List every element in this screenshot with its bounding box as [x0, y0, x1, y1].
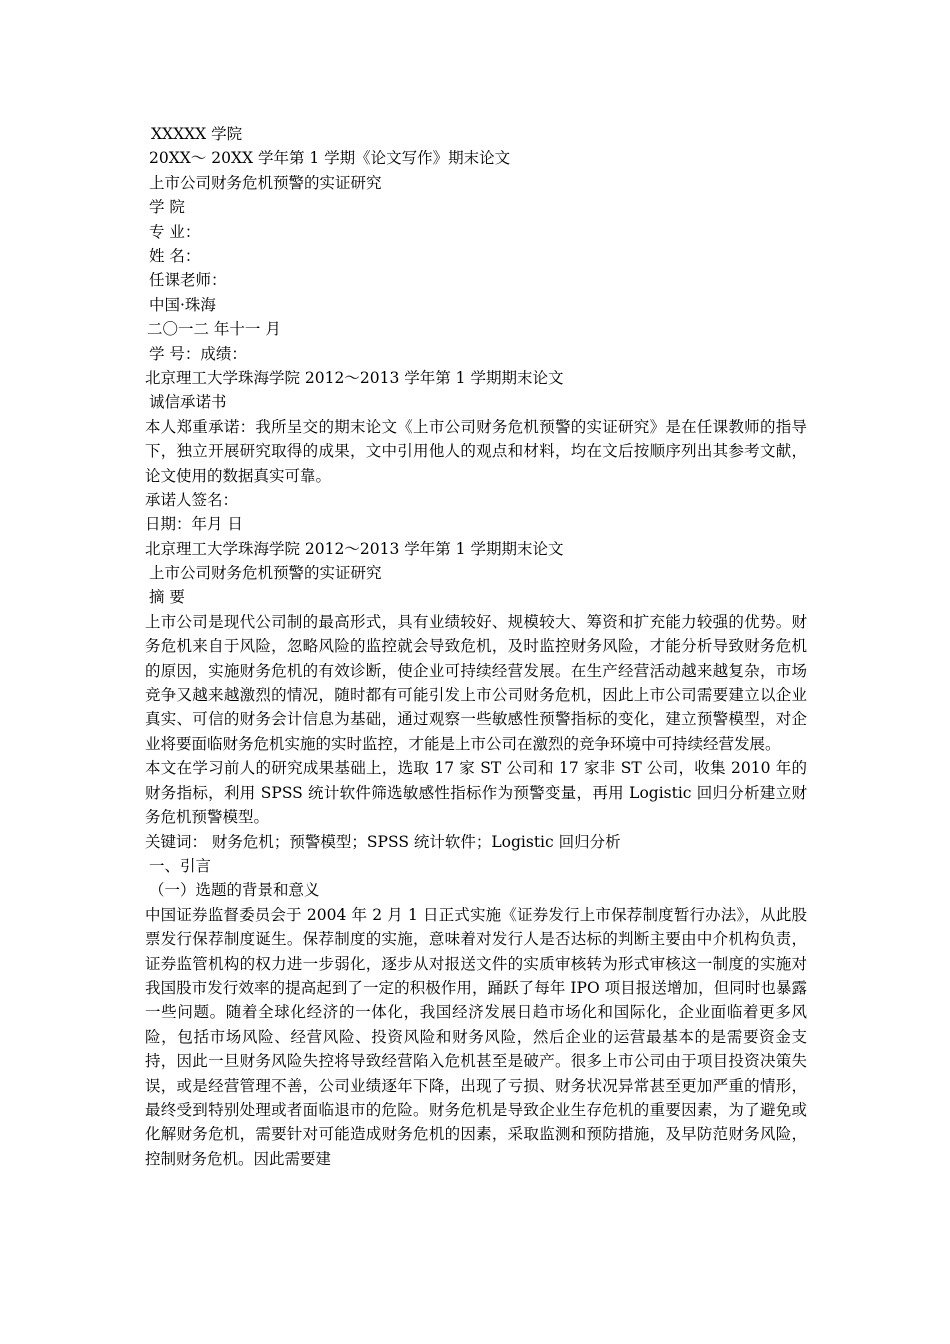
abstract-paragraph-1: 上市公司是现代公司制的最高形式，具有业绩较好、规模较大、筹资和扩充能力较强的优势。财务危机来自于风险，忽略风险的监控就会导致危机，及时监控财务风险，才能分析导致财务危机的原因，实施财务危机的有效诊断，使企业可持续经营发展。在生产经营活动越来越复杂，市场竞争又越来越激烈的情况，随时都有可能引发上市公司财务危机，因此上市公司需要建立以企业真实、可信的财务会计信息为基础，通过观察一些敏感性预警指标的变化，建立预警模型，对企业将要面临财务危机实施的实时监控，才能是上市公司在激烈的竞争环境中可持续经营发展。	[145, 612, 807, 753]
cover-major: 专 业：	[149, 222, 201, 241]
cover-id-score: 学 号：成绩：	[149, 344, 247, 363]
pledge-body: 本人郑重承诺：我所呈交的期末论文《上市公司财务危机预警的实证研究》是在任课教师的指导下，独立开展研究取得的成果，文中引用他人的观点和材料，均在文后按顺序列出其参考文献，论文使用的数据真实可靠。	[145, 417, 807, 485]
pledge-date: 日期：年月 日	[145, 515, 243, 534]
subsection-heading-background: （一）选题的背景和意义	[149, 881, 320, 900]
cover-name: 姓 名：	[149, 246, 201, 265]
abstract-header: 北京理工大学珠海学院 2012～2013 学年第 1 学期期末论文	[145, 539, 564, 558]
cover-title: 上市公司财务危机预警的实证研究	[149, 173, 382, 192]
keywords: 关键词： 财务危机；预警模型；SPSS 统计软件；Logistic 回归分析	[145, 832, 621, 851]
cover-date: 二〇一二 年十一 月	[147, 320, 281, 339]
abstract-heading: 摘 要	[149, 588, 185, 607]
abstract-title: 上市公司财务危机预警的实证研究	[149, 564, 382, 583]
pledge-header: 北京理工大学珠海学院 2012～2013 学年第 1 学期期末论文	[145, 368, 564, 387]
cover-college: 学 院	[149, 198, 185, 217]
cover-location: 中国·珠海	[149, 295, 216, 314]
intro-paragraph-1: 中国证券监督委员会于 2004 年 2 月 1 日正式实施《证券发行上市保荐制度暂行办法》，从此股票发行保荐制度诞生。保荐制度的实施，意味着对发行人是否达标的判断主要由中介机构负责，证券监管机构的权力进一步弱化，逐步从对报送文件的实质审核转为形式审核这一制度的实施对我国股市发行效率的提高起到了一定的积极作用，踊跃了每年 IPO 项目报送增加，但同时也暴露一些问题。随着全球化经济的一体化，我国经济发展日趋市场化和国际化，企业面临着更多风险，包括市场风险、经营风险、投资风险和财务风险，然后企业的运营最基本的是需要资金支持，因此一旦财务风险失控将导致经营陷入危机甚至是破产。很多上市公司由于项目投资决策失误，或是经营管理不善，公司业绩逐年下降，出现了亏损、财务状况异常甚至更加严重的情形，最终受到特别处理或者面临退市的危险。财务危机是导致企业生存危机的重要因素，为了避免或化解财务危机，需要针对可能造成财务危机的因素，采取监测和预防措施，及早防范财务风险，控制财务危机。因此需要建	[145, 905, 807, 1168]
cover-term: 20XX～ 20XX 学年第 1 学期《论文写作》期末论文	[149, 149, 511, 168]
pledge-title: 诚信承诺书	[149, 393, 227, 412]
document-body	[145, 122, 807, 1171]
abstract-paragraph-2: 本文在学习前人的研究成果基础上，选取 17 家 ST 公司和 17 家非 ST 公司，收集 2010 年的财务指标，利用 SPSS 统计软件筛选敏感性指标作为预警变量，再用 Logistic 回归分析建立财务危机预警模型。	[145, 759, 807, 827]
cover-school: XXXXX 学院	[151, 125, 243, 143]
cover-teacher: 任课老师：	[149, 271, 227, 290]
section-heading-intro: 一、引言	[149, 856, 212, 875]
pledge-signature: 承诺人签名：	[145, 490, 239, 509]
